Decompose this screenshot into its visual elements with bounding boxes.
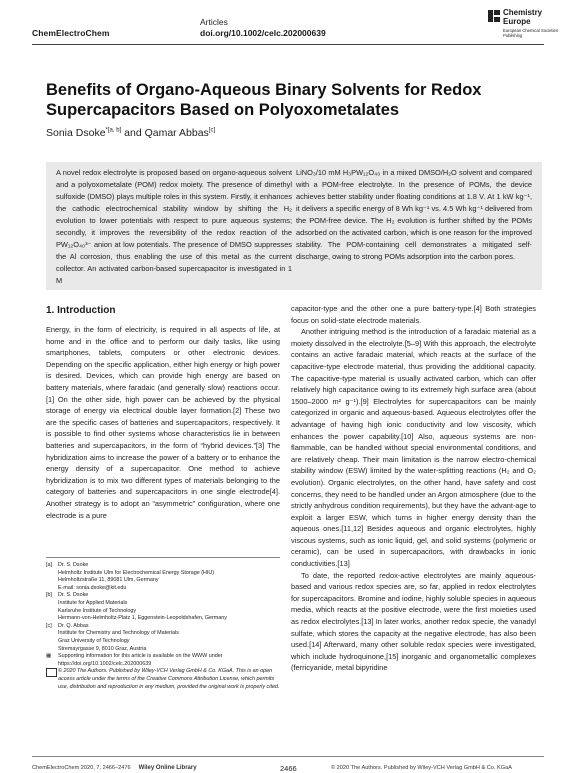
article-title: Benefits of Organo-Aqueous Binary Solvents for Redox Supercapacitors Based on Polyoxometalates (46, 81, 482, 119)
affiliation-entry (46, 623, 280, 653)
logo-line-2: Europe (503, 17, 531, 26)
affiliation-divider (46, 557, 280, 558)
author-name[interactable]: Sonia Dsoke (46, 127, 106, 139)
open-access-icon (46, 668, 57, 677)
paragraph: capacitor-type and the other one a pure battery-type.[4] Both strategies focus on solid-state electrode materials. (291, 304, 536, 325)
footer-journal-ref: ChemElectroChem 2020, 7, 2466–2476 (32, 765, 131, 771)
affiliation-line: Stremayrgasse 9, 8010 Graz, Austria (58, 645, 147, 652)
doi-link[interactable]: doi.org/10.1002/celc.202000639 (200, 28, 326, 38)
footer-copyright: © 2020 The Authors. Published by Wiley-VCH Verlag GmbH & Co. KGaA (331, 765, 512, 771)
license-text: © 2020 The Authors. Published by Wiley-VCH Verlag GmbH & Co. KGaA. This is an open access article under the terms of the Creative Commons Attribution License, which permits use, distribution and reproduction in any medium, provided the original work is properly cited. (58, 668, 280, 690)
supporting-info-icon: ▦ (46, 653, 52, 660)
abstract-text-left: A novel redox electrolyte is proposed based on organo-aqueous solvent and a polyoxometalate (POM) redox moiety. The presence of dimethyl sulfoxide (DMSO) plays multiple roles in this system. Firstly, it enhances the cathodic electrochemical stability window by shifting the H₂ evolution to lower potentials with respect to pure aqueous systems; secondly, it improves the reversibility of the redox reaction of the PW₁₂O₄₀³⁻ anion at low potentials. The presence of DMSO suppresses the Al corrosion, thus enabling the use of this metal as the current collector. An activated carbon-based supercapacitor is investigated in 1 M (56, 168, 292, 285)
supporting-info (46, 653, 280, 668)
affiliation-line: Helmholtz Institute Ulm for Electrochemical Energy Storage (HIU) (58, 569, 215, 576)
author-list (46, 127, 215, 139)
author-separator: and (121, 127, 145, 139)
email-link[interactable]: E-mail: sonia.dsoke@kit.edu (58, 584, 127, 591)
license-note (46, 668, 280, 691)
affiliation-line: Institute for Applied Materials (58, 599, 128, 606)
affiliation-line: Institute for Chemistry and Technology of Materials (58, 630, 179, 637)
abstract-text-right: LiNO₃/10 mM H₃PW₁₂O₄₀ in a mixed DMSO/H₂O solvent and compared with a POM-free electrolyte. In the presence of POMs, the device achieves better stability under floating conditions at 1.8 V. At 1 kW kg⁻¹, it delivers a specific energy of 8 Wh kg⁻¹ vs. 4.5 Wh kg⁻¹ delivered from the POM-free device. The H₂ evolution is further shifted by the POMs adsorbed on the activated carbon, which is one reason for the improved stability. The POM-containing cell demonstrates a mitigated self-discharge, owing to strong POMs adsorption into the carbon pores. (296, 168, 532, 261)
affiliation-entry (46, 592, 280, 622)
abstract-box (46, 162, 542, 290)
affiliation-key: [a] (46, 562, 52, 568)
logo-line-1: Chemistry (503, 8, 543, 17)
author-affiliation-mark: *[a, b] (105, 127, 122, 134)
affiliation-key: [b] (46, 592, 52, 599)
section-label: Articles (200, 17, 228, 27)
author-name[interactable]: Qamar Abbas (144, 127, 209, 139)
journal-name: ChemElectroChem (32, 28, 110, 38)
affiliations (46, 562, 280, 691)
affiliation-entry (46, 562, 280, 592)
paragraph: Energy, in the form of electricity, is required in all aspects of life, at home and in the office and to perform our daily tasks, like using smartphones, tablets, computers or other electronic devices. Depending on the specific application, either high energy or high power is desired. Devices, which can provide high energy are based on battery materials, where faradaic (and generally slow) reactions occur.[1] On the other side, high power can be achieved by the physical storage of energy via electrical double layer formation.[2] These two are the specific cases of batteries and supercapacitors, respectively. It is possible to find other systems whose characteristics lie in between batteries and supercapacitors, in the form of “hybrid devices.”[3] The hybridization aims to increase the power of a battery or to enhance the energy density of a supercapacitor. One method to achieve hybridization is to mix two different types of materials belonging to the category of batteries and supercapacitors in one single electrode[4]. Another strategy is to adopt an “asymmetric” configuration, where one electrode is a pure (46, 325, 280, 520)
header-divider (32, 44, 544, 45)
paragraph: To date, the reported redox-active electrolytes are mainly aqueous-based and various redox species are, so far, applied in redox electrolytes for supercapacitors. Bromine and iodine, highly soluble species in aqueous media, which reacts at the positive electrode, were the first moieties used as redox electrolytes.[13] In later works, another redox specie, the vanadyl sulfate, which stores the capacity at the negative electrode, has also been used.[14] Afterward, many other soluble redox species were investigated, which include hydroquinone,[15] inorganic and organometallic complexes (ferricyanide, metal bipyridine (291, 570, 536, 673)
author-affiliation-mark: [c] (208, 127, 216, 134)
page-number: 2466 (280, 764, 297, 773)
affiliation-line: Hermann-von-Helmholtz-Platz 1, Eggenstein-Leopoldshafen, Germany (58, 615, 227, 622)
affiliation-line: Dr. S. Dsoke (58, 592, 89, 599)
supporting-info-text[interactable]: Supporting information for this article is available on the WWW under https://doi.org/10.1002/celc.202000639 (58, 653, 223, 667)
chemistry-europe-logo-icon (488, 10, 500, 22)
logo-line-3: European Chemical Societies Publishing (503, 28, 558, 38)
affiliation-key: [c] (46, 622, 52, 629)
body-column-right (291, 303, 536, 674)
section-heading: 1. Introduction (46, 305, 116, 316)
affiliation-line: Dr. S. Dsoke (58, 562, 89, 568)
affiliation-line: Graz University of Technology (58, 637, 130, 644)
wiley-online-library-link[interactable]: Wiley Online Library (138, 765, 197, 771)
footer-divider (32, 756, 544, 757)
affiliation-line: Karlsruhe Institute of Technology (58, 607, 137, 614)
affiliation-line: Helmholtzstraße 11, 89081 Ulm, Germany (58, 577, 159, 584)
paragraph: Another intriguing method is the introduction of a faradaic material as a moiety dissolved in the electrolyte.[5–9] With this approach, the electrolyte contains an active faradaic material, which reacts at the surface of the capacitive-type electrode material, thus providing the additional capacity. The capacitive-type material is usually activated carbon, which can offer relatively high capacitance owing to its extremely high surface area (about 1500–2000 m² g⁻¹).[9] Electrolytes for supercapacitors can be mainly categorized in organic and aqueous-based. Aqueous electrolytes offer the advantage of having high ionic conductivity and low viscosity, which enhances the power capability.[10] Also, aqueous systems are non-flammable, can be handled without special environmental conditions, and are relatively cheap. Their main limitation is the narrow electro-chemical stability window (ESW) limited by the water-splitting reactions (H₂ and O₂ evolution). Organic electrolytes, on the other hand, have safety and cost concerns, they need to be handled under an Argon atmosphere (due to the strictly anhydrous condition requirements), but they have the advant-age to exploit a larger ESW, which turns in higher energy density than the aqueous ones.[11,12] Besides aqueous and organic electrolytes, highly viscous systems, such as ionic liquid, gel, and solid systems (polymeric or ceramic), can be used in supercapacitors, with drawbacks in ionic conductivities.[13] (291, 327, 536, 569)
body-column-left (46, 324, 280, 521)
affiliation-line: Dr. Q. Abbas (58, 622, 89, 629)
